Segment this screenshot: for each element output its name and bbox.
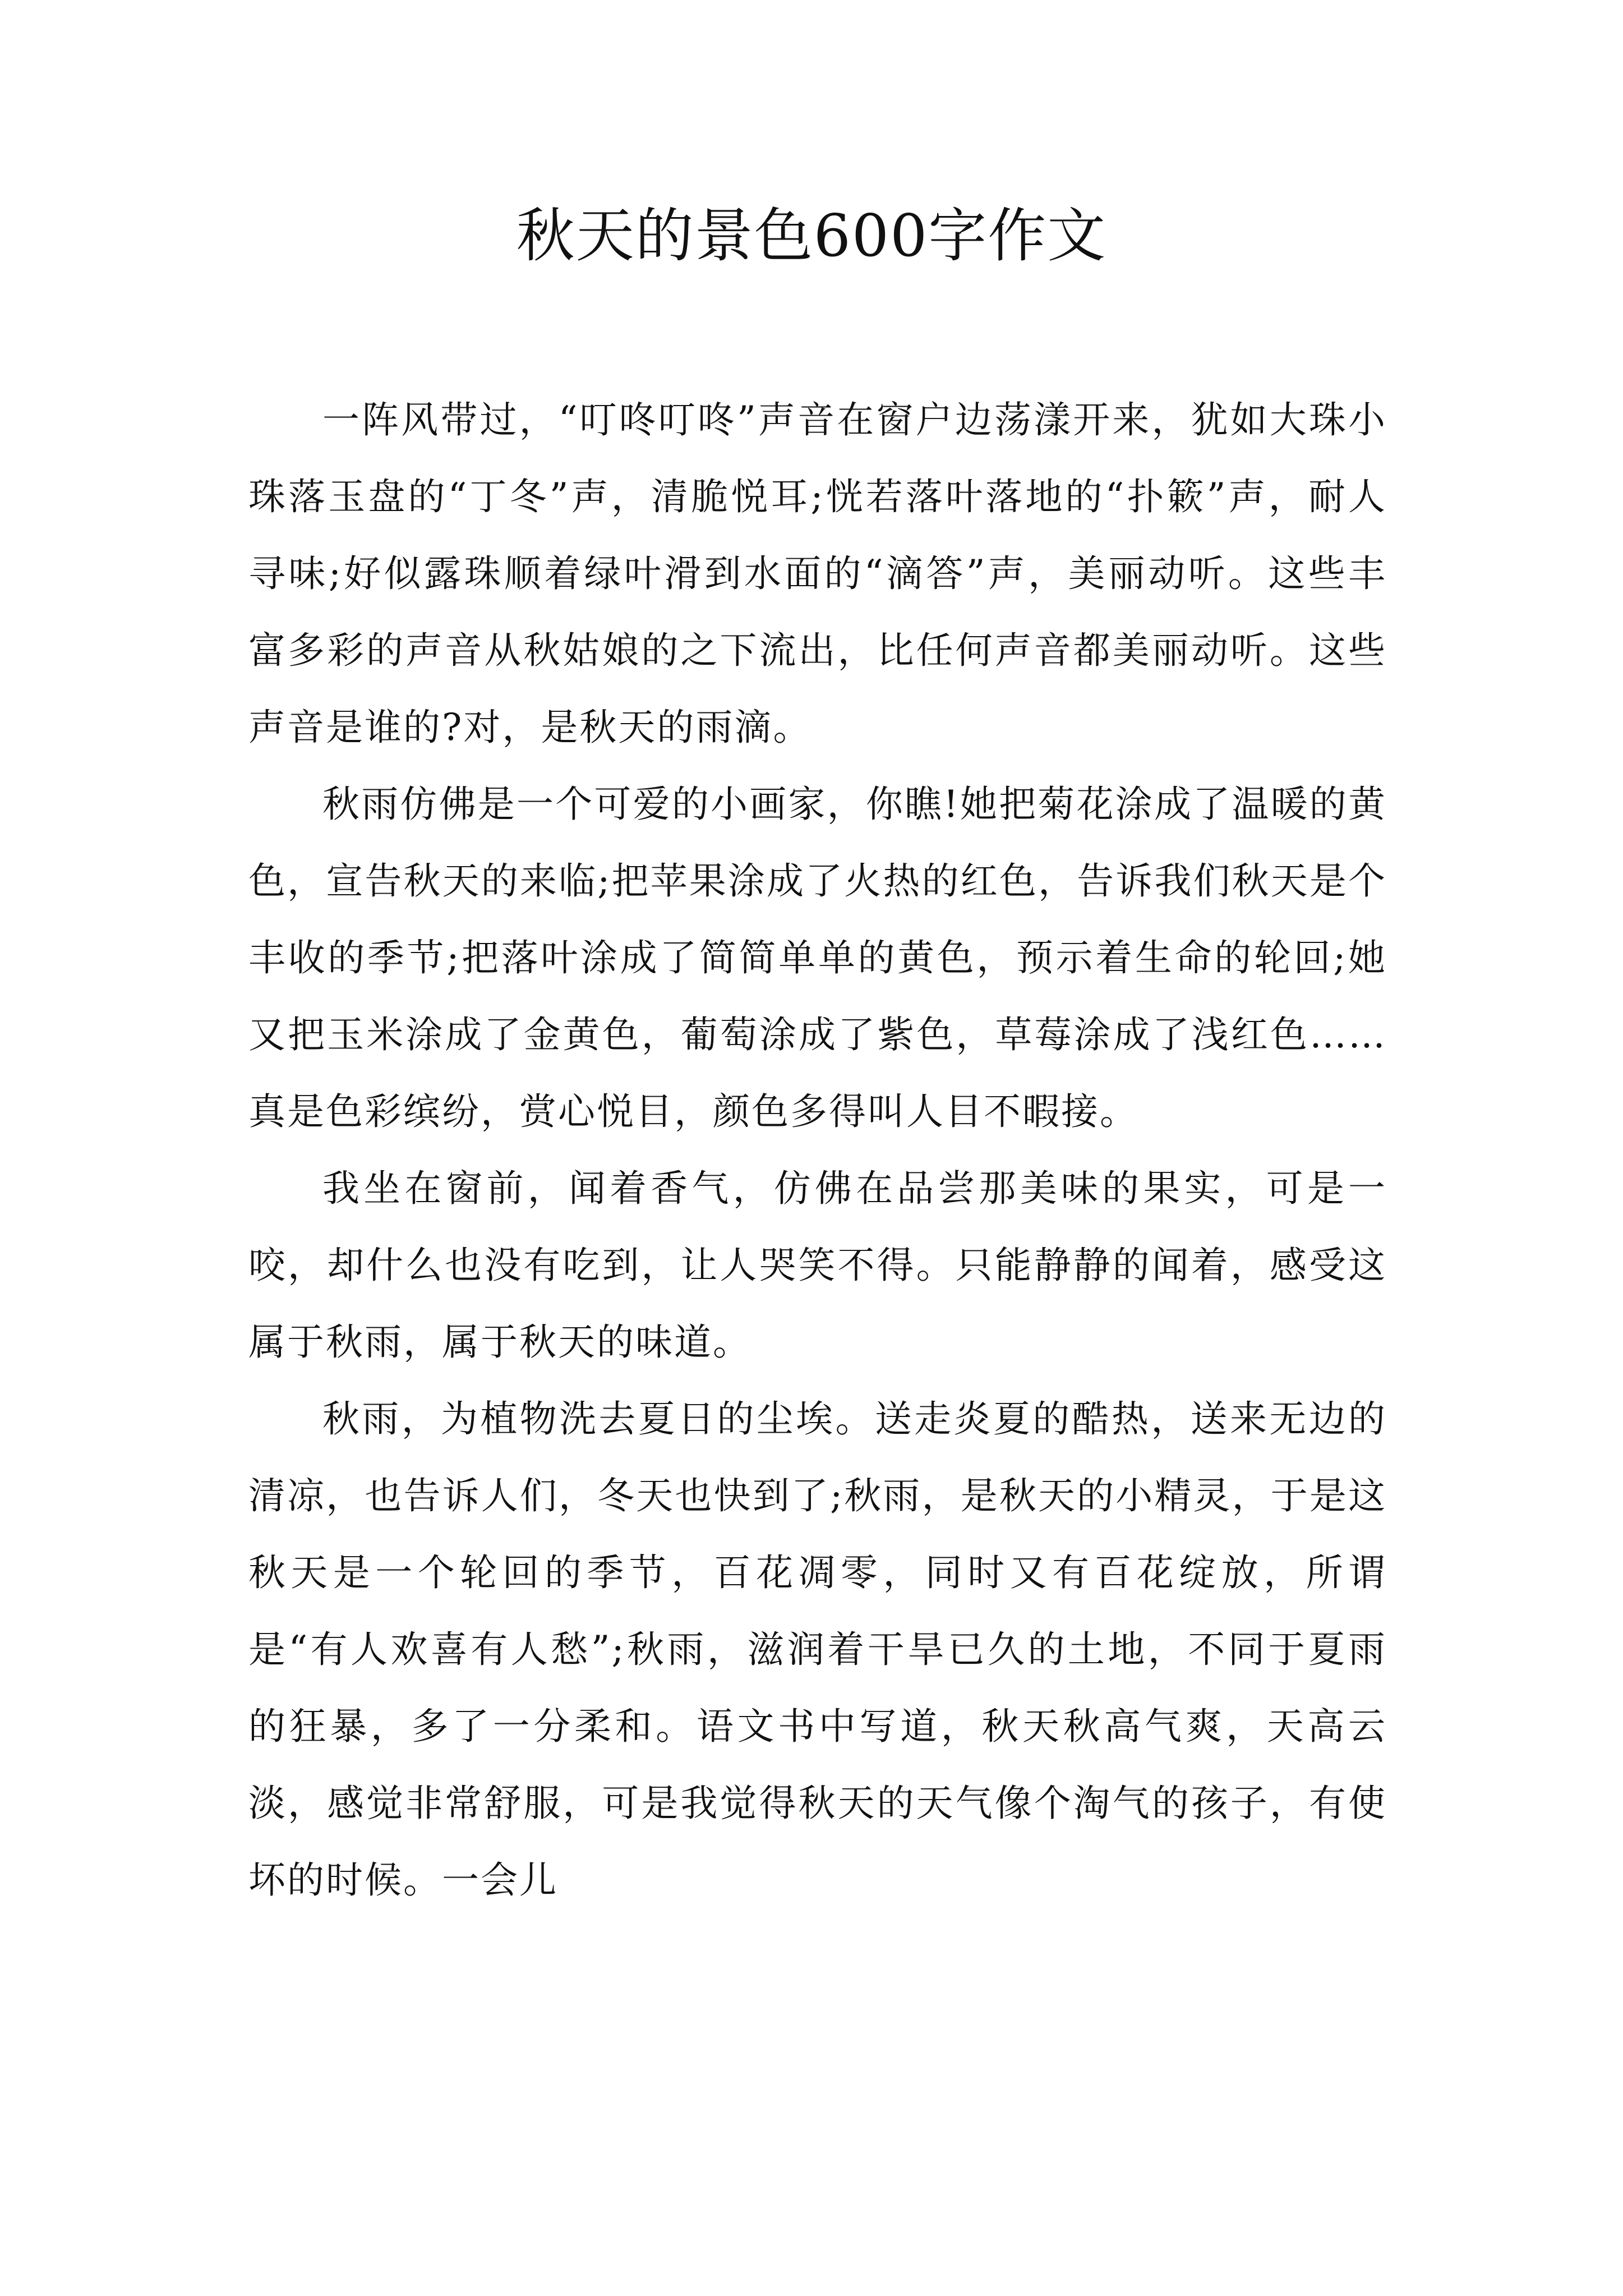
document-body — [248, 381, 1387, 1918]
paragraph-1: 一阵风带过，“叮咚叮咚”声音在窗户边荡漾开来，犹如大珠小珠落玉盘的“丁冬”声，清脆悦耳;恍若落叶落地的“扑簌”声，耐人寻味;好似露珠顺着绿叶滑到水面的“滴答”声，美丽动听。这些丰富多彩的声音从秋姑娘的之下流出，比任何声音都美丽动听。这些声音是谁的?对，是秋天的雨滴。 — [248, 398, 1387, 749]
paragraph-3: 我坐在窗前，闻着香气，仿佛在品尝那美味的果实，可是一咬，却什么也没有吃到，让人哭笑不得。只能静静的闻着，感受这属于秋雨，属于秋天的味道。 — [248, 1167, 1387, 1364]
paragraph-2: 秋雨仿佛是一个可爱的小画家，你瞧!她把菊花涂成了温暖的黄色，宣告秋天的来临;把苹果涂成了火热的红色，告诉我们秋天是个丰收的季节;把落叶涂成了简简单单的黄色，预示着生命的轮回;她又把玉米涂成了金黄色，葡萄涂成了紫色，草莓涂成了浅红色……真是色彩缤纷，赏心悦目，颜色多得叫人目不暇接。 — [248, 783, 1387, 1133]
paragraph-4: 秋雨，为植物洗去夏日的尘埃。送走炎夏的酷热，送来无边的清凉，也告诉人们，冬天也快到了;秋雨，是秋天的小精灵，于是这秋天是一个轮回的季节，百花凋零，同时又有百花绽放，所谓是“有人欢喜有人愁”;秋雨，滋润着干旱已久的土地，不同于夏雨的狂暴，多了一分柔和。语文书中写道，秋天秋高气爽，天高云淡，感觉非常舒服，可是我觉得秋天的天气像个淘气的孩子，有使坏的时候。一会儿 — [248, 1397, 1387, 1902]
document-title: 秋天的景色600字作文 — [516, 201, 1107, 270]
